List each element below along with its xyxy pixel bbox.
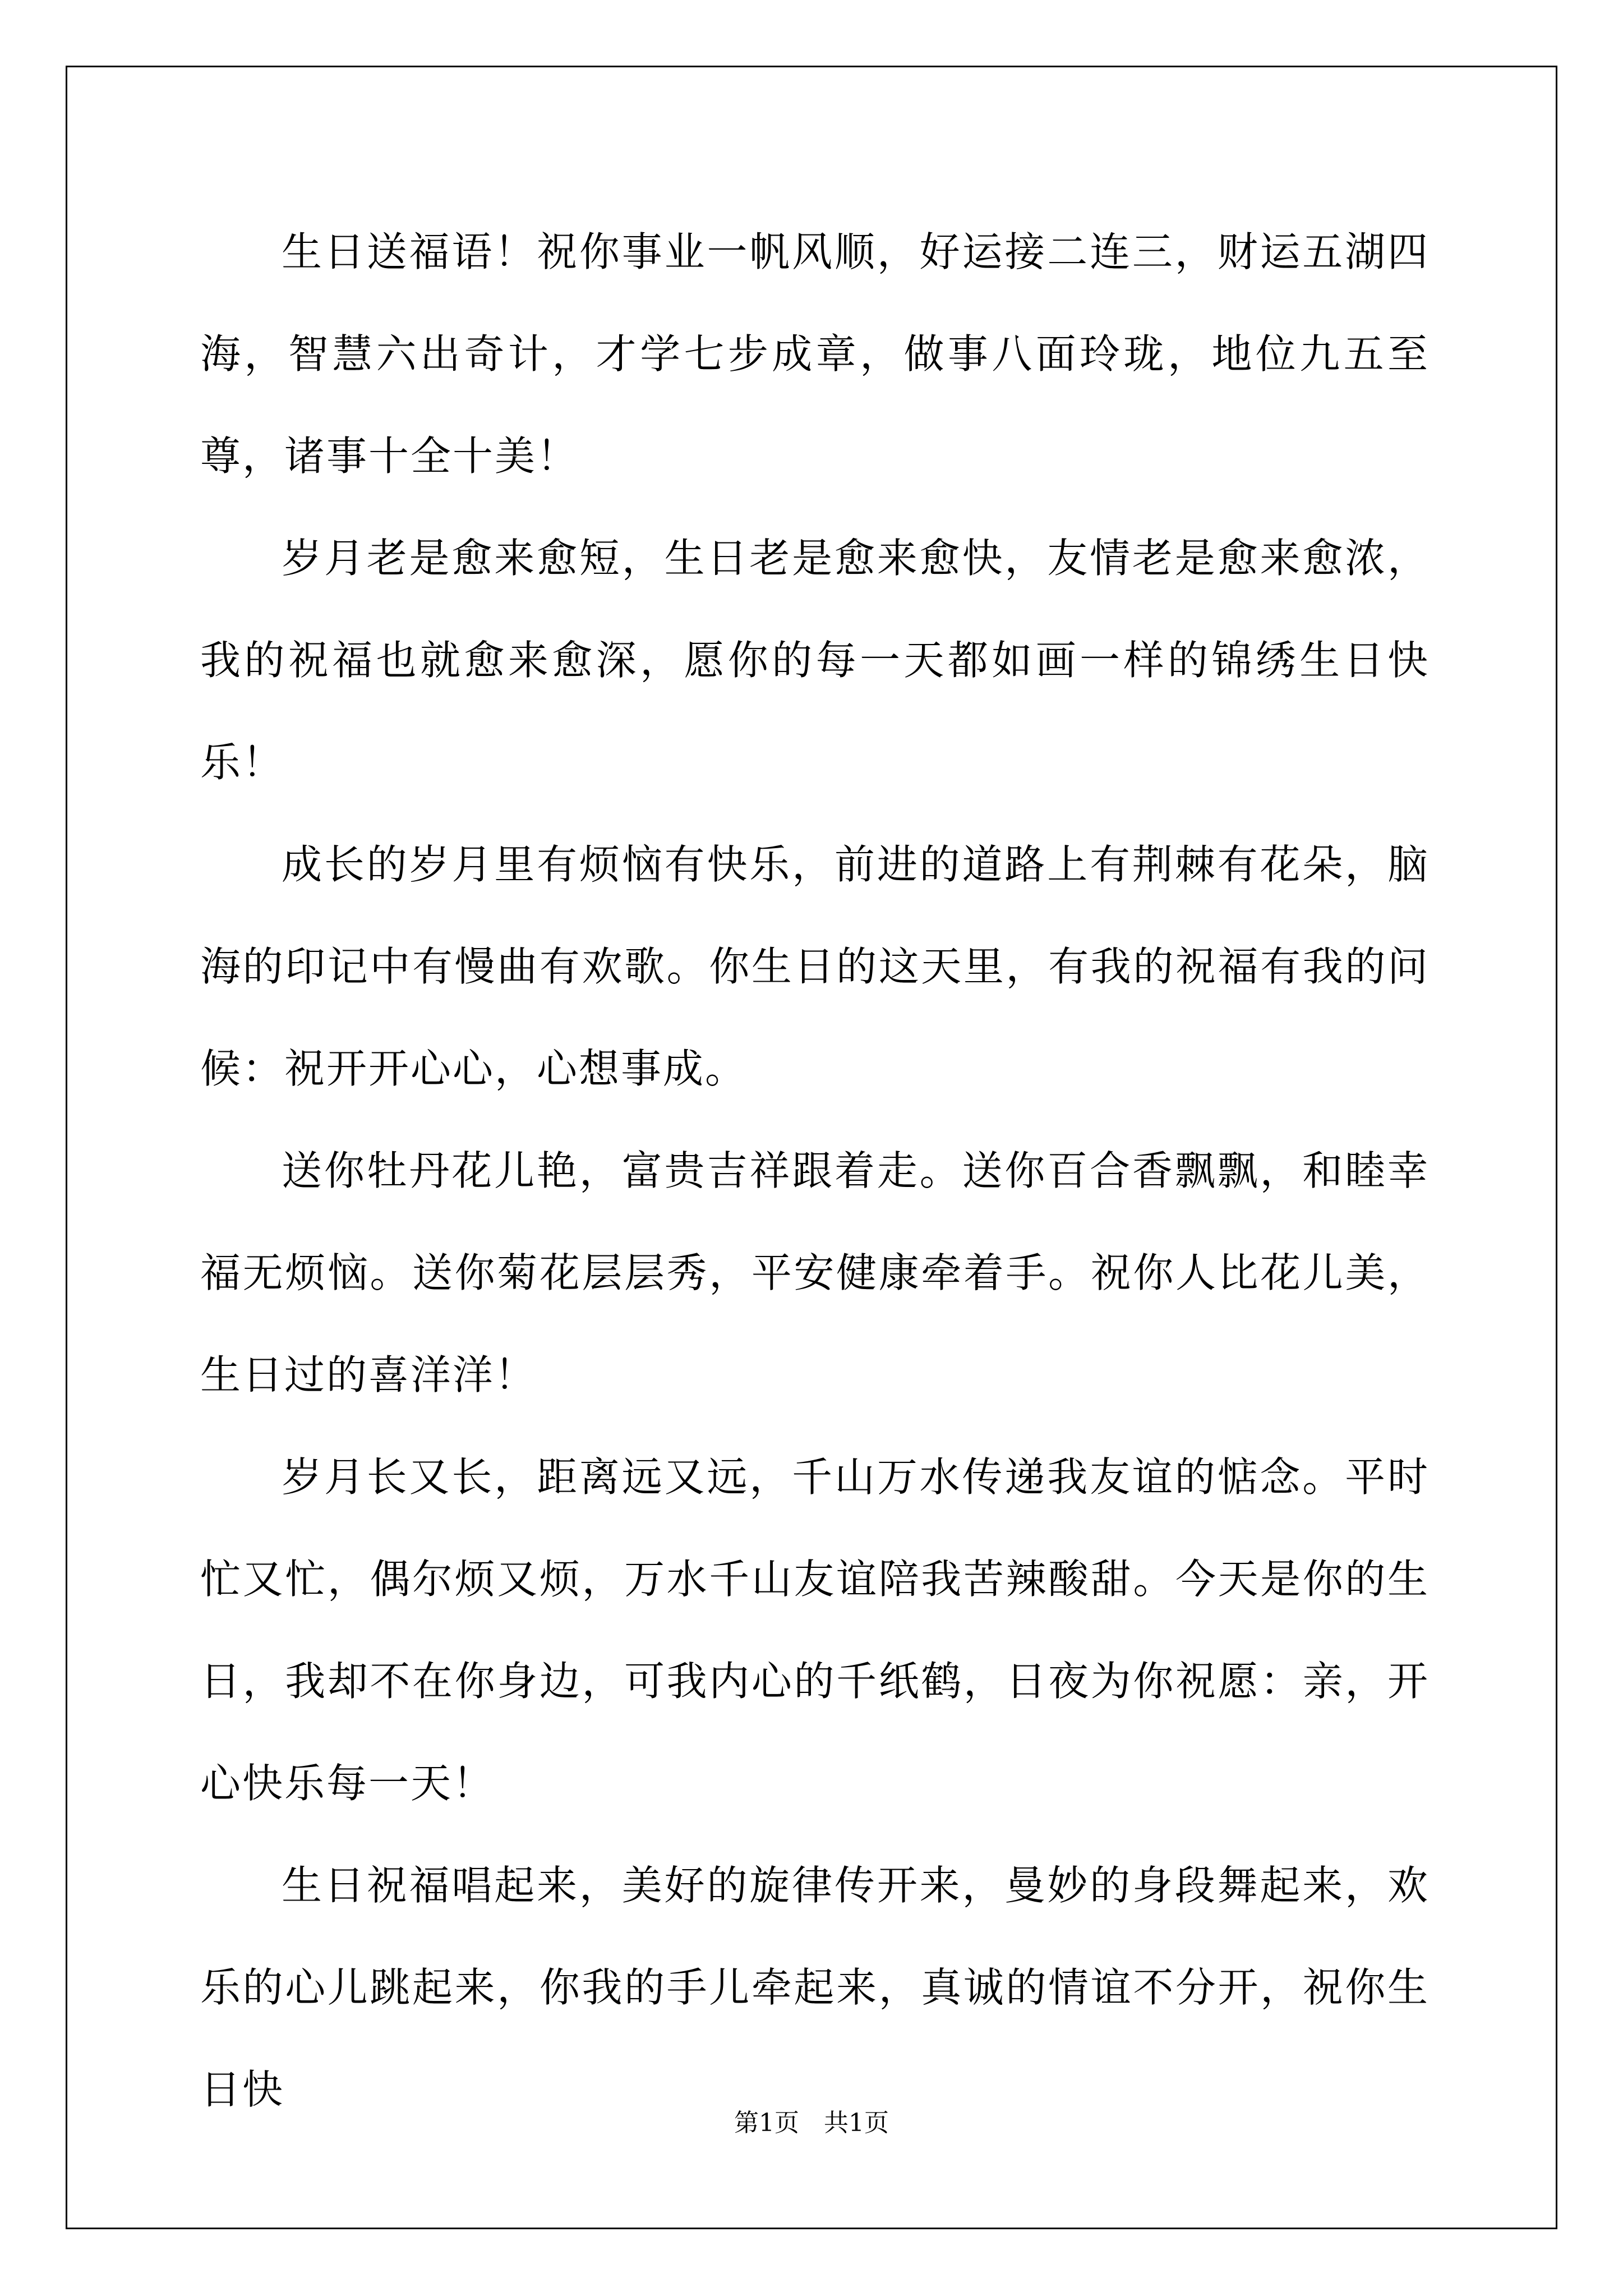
paragraph: 成长的岁月里有烦恼有快乐，前进的道路上有荆棘有花朵，脑海的印记中有慢曲有欢歌。你生日的这天里，有我的祝福有我的问候：祝开开心心，心想事成。 <box>200 841 1430 1092</box>
paragraph: 送你牡丹花儿艳，富贵吉祥跟着走。送你百合香飘飘，和睦幸福无烦恼。送你菊花层层秀，平安健康牵着手。祝你人比花儿美，生日过的喜洋洋！ <box>200 1147 1430 1398</box>
paragraph: 岁月老是愈来愈短，生日老是愈来愈快，友情老是愈来愈浓，我的祝福也就愈来愈深，愿你的每一天都如画一样的锦绣生日快乐！ <box>200 535 1430 786</box>
paragraph: 生日祝福唱起来，美好的旋律传开来，曼妙的身段舞起来，欢乐的心儿跳起来，你我的手儿牵起来，真诚的情谊不分开，祝你生日快 <box>200 1862 1430 2113</box>
paragraph: 生日送福语！祝你事业一帆风顺，好运接二连三，财运五湖四海，智慧六出奇计，才学七步成章，做事八面玲珑，地位九五至尊，诸事十全十美！ <box>200 228 1430 480</box>
document-body <box>200 201 1430 2141</box>
page-footer: 第1页 共1页 <box>734 2109 889 2137</box>
paragraph: 岁月长又长，距离远又远，千山万水传递我友谊的惦念。平时忙又忙，偶尔烦又烦，万水千山友谊陪我苦辣酸甜。今天是你的生日，我却不在你身边，可我内心的千纸鹤，日夜为你祝愿：亲，开心快乐每一天！ <box>200 1453 1430 1807</box>
